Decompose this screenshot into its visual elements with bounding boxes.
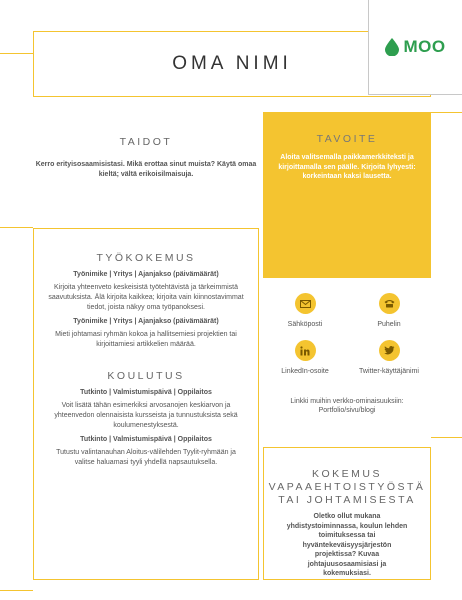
accent-line-mid	[431, 112, 462, 113]
droplet-icon	[385, 38, 399, 56]
contact-email[interactable]	[263, 293, 347, 329]
degree-title: Tutkinto | Valmistumispäivä | Oppilaitos	[80, 436, 212, 443]
experience-education-panel	[33, 228, 259, 580]
accent-line-right	[431, 437, 462, 438]
accent-line-bottom	[0, 590, 33, 591]
degree-title: Tutkinto | Valmistumispäivä | Oppilaitos	[80, 389, 212, 396]
job-title: Työnimike | Yritys | Ajanjakso (päivämäärät)	[73, 271, 219, 278]
accent-line-top	[0, 53, 33, 54]
email-icon	[295, 293, 316, 314]
skills-section	[33, 136, 259, 179]
job-title: Työnimike | Yritys | Ajanjakso (päivämäärät)	[73, 318, 219, 325]
volunteer-body: Oletko ollut mukana yhdistystoiminnassa, koulun lehden toimituksessa tai hyväntekeväisyysjärjestön projektissa? Kuvaa johtajuusosaamisiasi ja kokemuksiasi.	[286, 513, 408, 577]
goal-heading: TAVOITE	[316, 133, 378, 145]
phone-label: Puhelin	[377, 321, 401, 328]
goal-section	[263, 112, 431, 278]
goal-body: Aloita valitsemalla paikkamerkkiteksti ja kirjoittamalla sen päälle. Kirjoita lyhyesti: korkeintaan kaksi lausetta.	[278, 154, 416, 180]
web-links: Linkki muihin verkko-ominaisuuksiin: Portfolio/sivu/blogi	[290, 398, 404, 414]
logo-text: MOO	[403, 37, 446, 56]
experience-heading: TYÖKOKEMUS	[96, 252, 196, 264]
degree-description: Tutustu valintanauhan Aloitus-välilehden Tyylit-ryhmään ja valitse haluamasi tyyli yhdellä napsautuksella.	[56, 449, 236, 466]
volunteer-heading: KOKEMUS VAPAAEHTOISTYÖSTÄ TAI JOHTAMISESTA	[268, 468, 426, 506]
accent-line-left	[0, 227, 33, 228]
skills-heading: TAIDOT	[119, 136, 173, 148]
education-heading: KOULUTUS	[107, 370, 185, 382]
job-description: Kirjoita yhteenveto keskeisistä työtehtävistä ja tärkeimmistä saavutuksista. Älä kirjoita kaikkea; kirjoita vain kiinnostavimmat tiedot, joista näkyy oma työpanoksesi.	[48, 284, 244, 311]
volunteer-section	[263, 447, 431, 580]
phone-icon	[379, 293, 400, 314]
skills-body: Kerro erityisosaamisistasi. Mikä erottaa sinut muista? Käytä omaa kieltä; vältä erikoisilmaisuja.	[35, 161, 257, 178]
job-description: Mieti johtamasi ryhmän kokoa ja hallitsemiesi projektien tai kirjoittamiesi artikkelien määrää.	[55, 331, 237, 348]
person-name: OMA NIMI	[172, 53, 292, 74]
contact-twitter[interactable]	[347, 340, 431, 376]
contact-linkedin[interactable]	[263, 340, 347, 376]
linkedin-label: LinkedIn-osoite	[281, 368, 329, 375]
moo-logo	[368, 0, 462, 95]
email-label: Sähköposti	[287, 321, 323, 328]
degree-description: Voit lisätä tähän esimerkiksi arvosanojen keskiarvon ja yhteenvedon olennaisista kursseista ja tunnustuksista sekä koulumenestyksestä.	[54, 402, 238, 429]
linkedin-icon	[295, 340, 316, 361]
twitter-icon	[379, 340, 400, 361]
twitter-label: Twitter-käyttäjänimi	[359, 368, 419, 375]
contact-phone[interactable]	[347, 293, 431, 329]
